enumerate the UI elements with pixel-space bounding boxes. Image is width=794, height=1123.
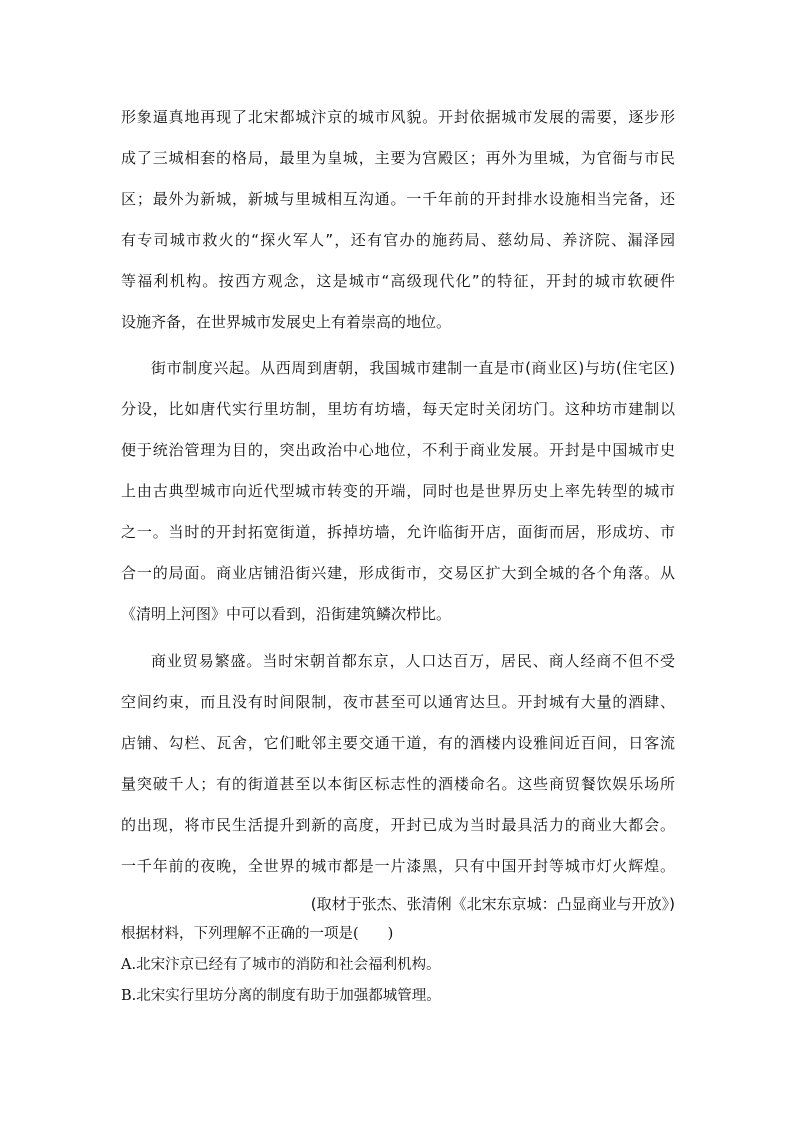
- option-b: B.北宋实行里坊分离的制度有助于加强都城管理。: [121, 988, 441, 1004]
- paragraph-line: 商业贸易繁盛。当时宋朝首都东京，人口达百万，居民、商人经商不但不受: [151, 652, 675, 670]
- paragraph-line: 便于统治管理为目的，突出政治中心地位，不利于商业发展。开封是中国城市史: [121, 441, 675, 459]
- option-a: A.北宋汴京已经有了城市的消防和社会福利机构。: [121, 957, 441, 973]
- paragraph-line: 形象逼真地再现了北宋都城汴京的城市风貌。开封依据城市发展的需要，逐步形: [121, 108, 675, 126]
- source-citation: (取材于张杰、张清俐《北宋东京城：凸显商业与开放》): [310, 895, 675, 913]
- paragraph-line: 量突破千人；有的街道甚至以本街区标志性的酒楼命名。这些商贸餐饮娱乐场所: [121, 775, 675, 793]
- paragraph-line: 合一的局面。商业店铺沿街兴建，形成街市，交易区扩大到全城的各个角落。从: [121, 564, 675, 582]
- question-stem: 根据材料，下列理解不正确的一项是( ): [121, 926, 394, 942]
- paragraph-line: 一千年前的夜晚，全世界的城市都是一片漆黑，只有中国开封等城市灯火辉煌。: [121, 857, 675, 875]
- paragraph-line: 分设，比如唐代实行里坊制，里坊有坊墙，每天定时关闭坊门。这种坊市建制以: [121, 400, 675, 418]
- paragraph-line: 店铺、勾栏、瓦舍，它们毗邻主要交通干道，有的酒楼内设雅间近百间，日客流: [121, 734, 675, 752]
- paragraph-line: 的出现，将市民生活提升到新的高度，开封已成为当时最具活力的商业大都会。: [121, 816, 675, 834]
- paragraph-line: 上由古典型城市向近代型城市转变的开端，同时也是世界历史上率先转型的城市: [121, 482, 675, 500]
- paragraph-line: 成了三城相套的格局，最里为皇城，主要为宫殿区；再外为里城，为官衙与市民: [121, 149, 675, 167]
- paragraph-line: 有专司城市救火的“探火军人”，还有官办的施药局、慈幼局、养济院、漏泽园: [121, 231, 675, 249]
- paragraph-line: 设施齐备，在世界城市发展史上有着崇高的地位。: [121, 313, 452, 331]
- paragraph-line: 《清明上河图》中可以看到，沿街建筑鳞次栉比。: [121, 605, 452, 623]
- paragraph-line: 之一。当时的开封拓宽街道，拆掉坊墙，允许临街开店，面街而居，形成坊、市: [121, 523, 675, 541]
- paragraph-line: 街市制度兴起。从西周到唐朝，我国城市建制一直是市(商业区)与坊(住宅区): [151, 359, 675, 377]
- paragraph-line: 区；最外为新城，新城与里城相互沟通。一千年前的开封排水设施相当完备，还: [121, 190, 675, 208]
- paragraph-line: 空间约束，而且没有时间限制，夜市甚至可以通宵达旦。开封城有大量的酒肆、: [121, 693, 675, 711]
- paragraph-line: 等福利机构。按西方观念，这是城市“高级现代化”的特征，开封的城市软硬件: [121, 272, 675, 290]
